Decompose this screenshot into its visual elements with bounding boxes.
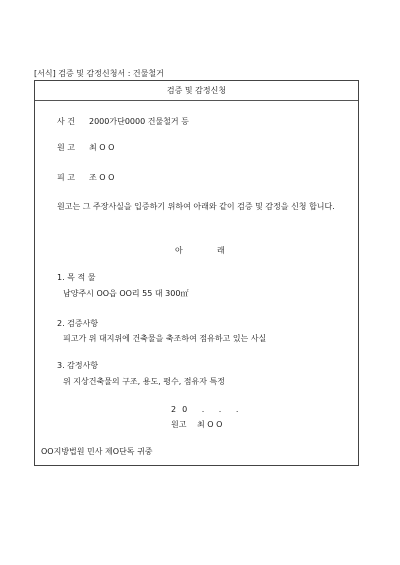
document-caption: [서식] 검증 및 감정신청서 : 건물철거 [34,69,164,78]
case-label: 사 건 [57,117,75,126]
intro-paragraph: 원고는 그 주장사실을 입증하기 위하여 아래와 같이 검증 및 감정을 신청 합니다. [57,202,335,211]
document-title-bar [35,81,358,101]
case-value: 2000가단0000 건물철거 등 [89,117,189,126]
signer-label: 원고 [171,420,187,429]
document-title: 검증 및 감정신청 [166,86,227,95]
section-1-body: 남양주시 OO읍 OO리 55 대 300㎡ [63,289,189,298]
defendant-label: 피 고 [57,173,75,182]
notice-heading-b: 래 [217,246,225,255]
section-2-title: 2. 검증사항 [57,319,99,328]
signer-name: 최 O O [197,420,223,429]
plaintiff-value: 최 O O [89,143,115,152]
section-3-title: 3. 감정사항 [57,361,99,370]
court-addressee: OO지방법원 민사 제O단독 귀중 [41,447,153,456]
section-3-body: 위 지상건축물의 구조, 용도, 평수, 점유자 특정 [63,377,225,386]
notice-heading-a: 아 [175,246,183,255]
date-line: 20 . . . [171,405,245,414]
defendant-value: 조 O O [89,173,115,182]
document-frame [34,80,359,466]
plaintiff-label: 원 고 [57,143,75,152]
section-1-title: 1. 목 적 물 [57,273,96,282]
section-2-body: 피고가 위 대지위에 건축물을 축조하여 점유하고 있는 사실 [63,334,267,343]
